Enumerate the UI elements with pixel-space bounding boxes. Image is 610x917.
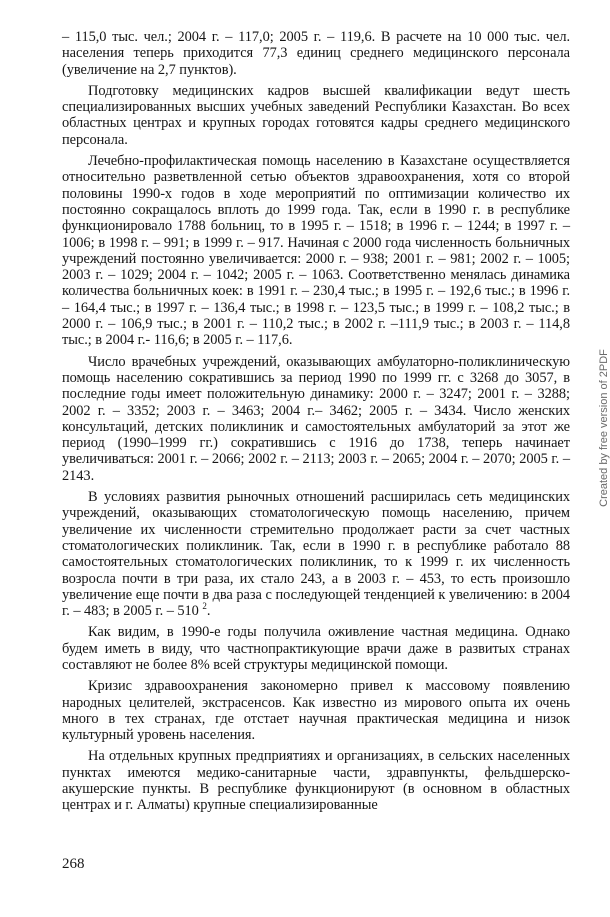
- watermark-text: Created by free version of 2PDF: [598, 349, 610, 507]
- dental-clinics-text: В условиях развития рыночных отношений расширилась сеть медицинских учреждений, оказывающих стоматологическую помощь населению, причем увеличение их численности стремительно продолжает расти за счет частных стоматологических поликлиник. Так, если в 1990 г. в республике работало 88 самостоятельных стоматологических поликлиник, то к 1999 г. их численность возросла почти в три раза, их стало 243, а в 2003 г. – 453, то есть произошло увеличение еще почти в два раза с последующей тенденцией к увеличению: в 2004 г. – 483; в 2005 г. – 510: [62, 489, 570, 620]
- page-body: [62, 29, 570, 819]
- paragraph-medical-staff: – 115,0 тыс. чел.; 2004 г. – 117,0; 2005 г. – 119,6. В расчете на 10 000 тыс. чел. населения теперь приходится 77,3 единиц среднего медицинского персонала (увеличение на 2,7 пунктов).: [62, 29, 570, 78]
- paragraph-private-medicine: Как видим, в 1990-е годы получила оживление частная медицина. Однако будем иметь в виду, что частнопрактикующие врачи даже в развитых странах составляют не более 8% всей структуры медицинской помощи.: [62, 624, 570, 673]
- paragraph-higher-education: Подготовку медицинских кадров высшей квалификации ведут шесть специализированных высших учебных заведений Республики Казахстан. Во всех областных центрах и крупных городах готовятся кадры среднего медицинского персонала.: [62, 82, 570, 148]
- watermark: [586, 218, 610, 638]
- footnote-period: .: [206, 603, 211, 620]
- paragraph-enterprise-medical-units: На отдельных крупных предприятиях и организациях, в сельских населенных пунктах имеются медико-санитарные части, здравпункты, фельдшерско-акушерские пункты. В республике функционируют (в основном в областных центрах и г. Алматы) крупные специализированные: [62, 748, 570, 814]
- paragraph-healthcare-crisis: Кризис здравоохранения закономерно привел к массовому появлению народных целителей, экстрасенсов. Как известно из мирового опыта их очень много в тех странах, где отстает научная практическая медицина и низок культурный уровень населения.: [62, 678, 570, 744]
- paragraph-dental-clinics: [62, 489, 570, 619]
- paragraph-outpatient-clinics: Число врачебных учреждений, оказывающих амбулаторно-поликлиническую помощь населению сократившись за период 1990 по 1999 гг. с 3268 до 3057, в последние годы имеет положительную динамику: 2000 г. – 3247; 2001 г. – 3288; 2002 г. – 3352; 2003 г. – 3463; 2004 г.– 3462; 2005 г. – 3434. Число женских консультаций, детских поликлиник и самостоятельных амбулаторий за этот же период (1990–1999 гг.) сократившись с 1916 до 1738, теперь начинает увеличиваться: 2001 г. – 2066; 2002 г. – 2113; 2003 г. – 2065; 2004 г. – 2070; 2005 г. – 2143.: [62, 353, 570, 484]
- footnote-mark: 2: [202, 601, 207, 612]
- page-number: 268: [62, 856, 85, 872]
- paragraph-hospital-network: Лечебно-профилактическая помощь населению в Казахстане осуществляется относительно разветвленной сетью объектов здравоохранения, хотя со второй половины 1990-х годов в ходе мероприятий по оптимизации количество их постоянно сокращалось вплоть до 1999 года. Так, если в 1990 г. в республике функционировало 1788 больниц, то в 1995 г. – 1518; в 1996 г. – 1244; в 1997 г. – 1006; в 1998 г. – 991; в 1999 г. – 917. Начиная с 2000 года численность больничных учреждений постоянно увеличивается: 2000 г. – 938; 2001 г. – 981; 2002 г. – 1005; 2003 г. – 1029; 2004 г. – 1042; 2005 г. – 1063. Соответственно менялась динамика количества больничных коек: в 1991 г. – 230,4 тыс.; в 1995 г. – 192,6 тыс.; в 1996 г. – 164,4 тыс.; в 1997 г. – 136,4 тыс.; в 1998 г. – 123,5 тыс.; в 1999 г. – 108,2 тыс.; в 2000 г. – 106,9 тыс.; в 2001 г. – 110,2 тыс.; в 2002 г. –111,9 тыс.; в 2003 г. – 114,8 тыс.; в 2004 г.- 116,6; в 2005 г. – 117,6.: [62, 153, 570, 349]
